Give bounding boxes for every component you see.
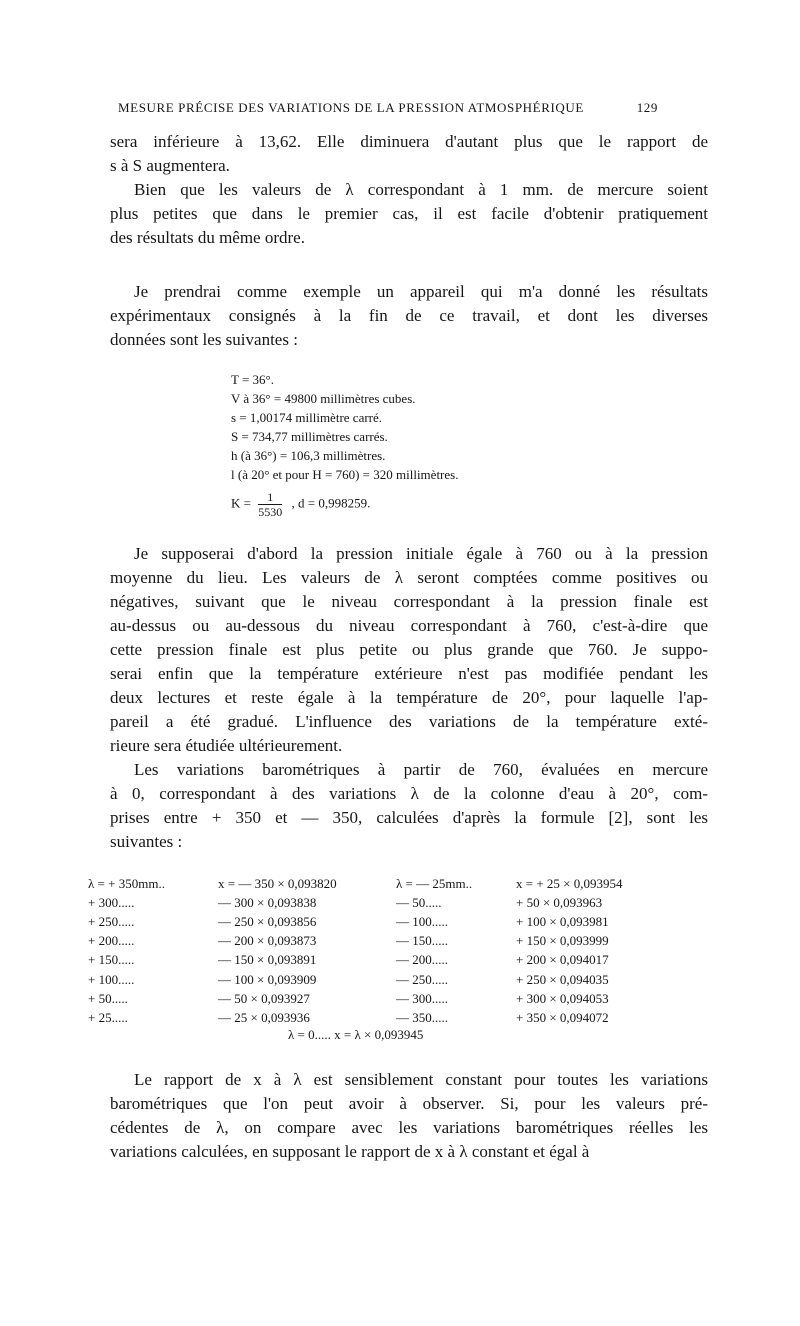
lambda-pos-cell: + 100.....: [88, 971, 135, 987]
k-fraction: [258, 490, 282, 519]
x-neg-cell: + 350 × 0,094072: [516, 1009, 609, 1025]
running-title: MESURE PRÉCISE DES VARIATIONS DE LA PRESSION ATMOSPHÉRIQUE: [118, 100, 584, 115]
x-neg-cell: + 100 × 0,093981: [516, 913, 609, 929]
x-neg-cell: + 200 × 0,094017: [516, 952, 609, 968]
data-line: V à 36° = 49800 millimètres cubes.: [231, 391, 416, 406]
lambda-pos-cell: + 50.....: [88, 990, 128, 1006]
lambda-neg-cell: — 50.....: [396, 894, 442, 910]
data-line: T = 36°.: [231, 372, 274, 387]
text-line: sera inférieure à 13,62. Elle diminuera d'autant plus que le rapport de: [110, 132, 708, 151]
text-line: moyenne du lieu. Les valeurs de λ seront comptées comme positives ou: [110, 568, 708, 587]
table-footer-row: λ = 0..... x = λ × 0,093945: [288, 1027, 424, 1042]
x-neg-cell: x = + 25 × 0,093954: [516, 875, 623, 891]
k-lhs: K =: [231, 495, 251, 511]
lambda-pos-cell: + 200.....: [88, 933, 135, 949]
lambda-pos-cell: λ = + 350mm..: [88, 875, 165, 891]
text-line: données sont les suivantes :: [110, 330, 298, 349]
text-line: suivantes :: [110, 832, 183, 851]
text-line: deux lectures et reste égale à la température de 20°, pour laquelle l'ap-: [110, 688, 708, 707]
text-line: à 0, correspondant à des variations λ de la colonne d'eau à 20°, com-: [110, 784, 708, 803]
text-line: Je supposerai d'abord la pression initiale égale à 760 ou à la pression: [134, 544, 708, 563]
text-line: négatives, suivant que le niveau correspondant à la pression finale est: [110, 592, 708, 611]
lambda-neg-cell: — 350.....: [396, 1009, 448, 1025]
x-pos-cell: — 250 × 0,093856: [218, 913, 317, 929]
text-line: plus petites que dans le premier cas, il est facile d'obtenir pratiquement: [110, 204, 708, 223]
table-row: [88, 912, 718, 931]
table-row: [88, 932, 718, 951]
barometric-variations-table: [88, 874, 718, 1028]
paragraph-3: [110, 280, 708, 352]
text-line: cette pression finale est plus petite ou plus grande que 760. Je suppo-: [110, 640, 708, 659]
paragraph-2: [110, 178, 708, 250]
x-neg-cell: + 250 × 0,094035: [516, 971, 609, 987]
text-line: des résultats du même ordre.: [110, 228, 305, 247]
paragraph-6: [110, 1068, 708, 1164]
lambda-neg-cell: — 200.....: [396, 952, 448, 968]
table-row: [88, 970, 718, 989]
paragraph-4: [110, 542, 708, 758]
lambda-neg-cell: — 300.....: [396, 990, 448, 1006]
data-line: S = 734,77 millimètres carrés.: [231, 429, 388, 444]
text-line: expérimentaux consignés à la fin de ce travail, et dont les diverses: [110, 306, 708, 325]
lambda-neg-cell: — 100.....: [396, 913, 448, 929]
text-line: s à S augmentera.: [110, 156, 230, 175]
table-row: [88, 1008, 718, 1027]
text-line: serai enfin que la température extérieure n'est pas modifiée pendant les: [110, 664, 708, 683]
text-line: barométriques que l'on peut avoir à observer. Si, pour les valeurs pré-: [110, 1094, 708, 1113]
lambda-neg-cell: λ = — 25mm..: [396, 875, 473, 891]
table-row: [88, 893, 718, 912]
x-pos-cell: — 200 × 0,093873: [218, 933, 317, 949]
x-pos-cell: — 150 × 0,093891: [218, 952, 317, 968]
text-line: Le rapport de x à λ est sensiblement constant pour toutes les variations: [134, 1070, 708, 1089]
lambda-neg-cell: — 250.....: [396, 971, 448, 987]
lambda-pos-cell: + 150.....: [88, 952, 135, 968]
table-row: [88, 989, 718, 1008]
lambda-pos-cell: + 250.....: [88, 913, 135, 929]
k-rest: , d = 0,998259.: [291, 495, 371, 511]
page-number: 129: [636, 100, 658, 115]
text-line: au-dessus ou au-dessous du niveau correspondant à 760, c'est-à-dire que: [110, 616, 708, 635]
running-header: [118, 100, 658, 116]
x-pos-cell: — 300 × 0,093838: [218, 894, 317, 910]
k-formula: [231, 490, 458, 519]
data-line: h (à 36°) = 106,3 millimètres.: [231, 448, 386, 463]
x-pos-cell: — 100 × 0,093909: [218, 971, 317, 987]
paragraph-5: [110, 758, 708, 854]
table-row: [88, 951, 718, 970]
lambda-neg-cell: — 150.....: [396, 933, 448, 949]
text-line: Les variations barométriques à partir de 760, évaluées en mercure: [134, 760, 708, 779]
x-neg-cell: + 150 × 0,093999: [516, 933, 609, 949]
apparatus-data: [231, 370, 458, 519]
k-numerator: 1: [258, 490, 282, 505]
lambda-pos-cell: + 25.....: [88, 1009, 128, 1025]
x-neg-cell: + 50 × 0,093963: [516, 894, 603, 910]
x-pos-cell: — 50 × 0,093927: [218, 990, 310, 1006]
text-line: Je prendrai comme exemple un appareil qui m'a donné les résultats: [134, 282, 708, 301]
data-line: l (à 20° et pour H = 760) = 320 millimètres.: [231, 467, 459, 482]
x-pos-cell: x = — 350 × 0,093820: [218, 875, 337, 891]
paragraph-1: [110, 130, 708, 178]
text-line: variations calculées, en supposant le rapport de x à λ constant et égal à: [110, 1142, 590, 1161]
text-line: rieure sera étudiée ultérieurement.: [110, 736, 343, 755]
text-line: cédentes de λ, on compare avec les variations barométriques réelles les: [110, 1118, 708, 1137]
table-row: [88, 874, 718, 893]
text-line: Bien que les valeurs de λ correspondant à 1 mm. de mercure soient: [134, 180, 708, 199]
text-line: prises entre + 350 et — 350, calculées d'après la formule [2], sont les: [110, 808, 708, 827]
data-line: s = 1,00174 millimètre carré.: [231, 410, 383, 425]
x-pos-cell: — 25 × 0,093936: [218, 1009, 310, 1025]
x-neg-cell: + 300 × 0,094053: [516, 990, 609, 1006]
text-line: pareil a été gradué. L'influence des variations de la température exté-: [110, 712, 708, 731]
k-denominator: 5530: [258, 505, 283, 519]
lambda-pos-cell: + 300.....: [88, 894, 135, 910]
